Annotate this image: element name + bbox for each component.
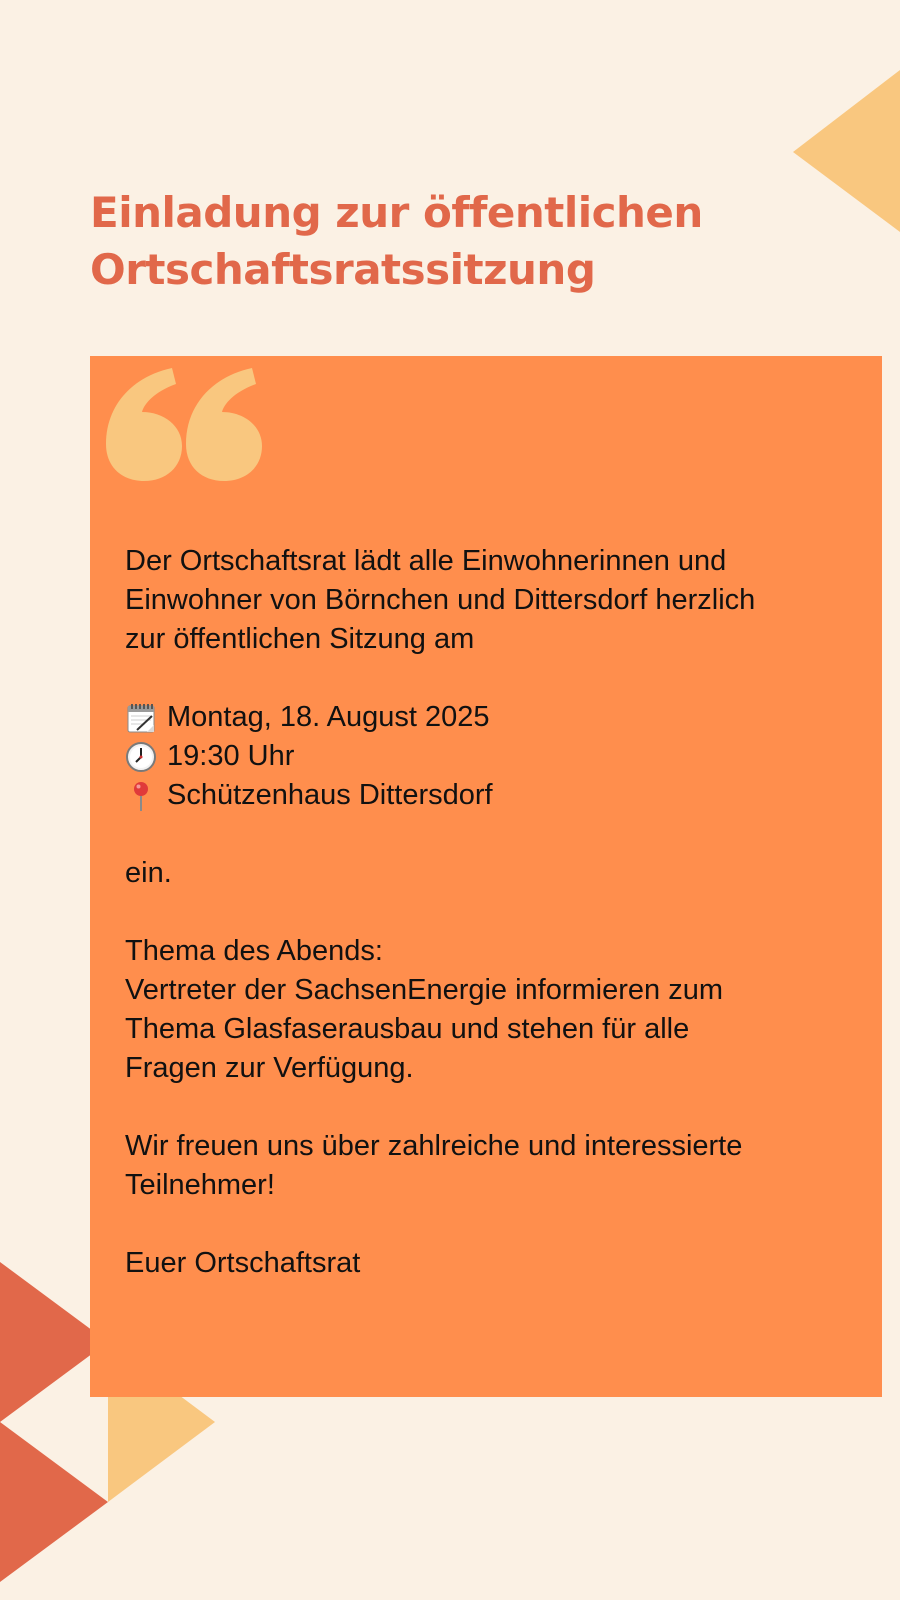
time-row [125,737,855,776]
intro-line-1: Der Ortschaftsrat lädt alle Einwohnerinnen und [125,545,727,577]
topic-line-3: Fragen zur Verfügung. [125,1052,414,1084]
page-title [90,184,850,298]
pin-icon [125,780,157,812]
topic-heading: Thema des Abends: [125,935,383,967]
location-row [125,776,855,815]
title-line-2: Ortschaftsratssitzung [90,245,596,294]
title-line-1: Einladung zur öffentlichen [90,188,703,237]
clock-icon [125,741,157,773]
event-time: 19:30 Uhr [167,740,295,772]
intro-line-2: Einwohner von Börnchen und Dittersdorf herzlich [125,584,756,616]
intro-line-3: zur öffentlichen Sitzung am [125,623,475,655]
invitation-card [90,356,882,1397]
event-location: Schützenhaus Dittersdorf [167,779,493,811]
quote-mark-icon [106,366,266,481]
triangle-bottom-left-dark-lower [0,1422,108,1582]
closing-word: ein. [125,857,172,889]
event-date: Montag, 18. August 2025 [167,701,490,733]
signature: Euer Ortschaftsrat [125,1247,361,1279]
date-row [125,698,855,737]
outro-line-1: Wir freuen uns über zahlreiche und interessierte [125,1130,743,1162]
calendar-icon [125,702,157,734]
topic-line-2: Thema Glasfaserausbau und stehen für alle [125,1013,690,1045]
outro-line-2: Teilnehmer! [125,1169,275,1201]
invitation-text [125,542,855,1283]
topic-line-1: Vertreter der SachsenEnergie informieren zum [125,974,724,1006]
